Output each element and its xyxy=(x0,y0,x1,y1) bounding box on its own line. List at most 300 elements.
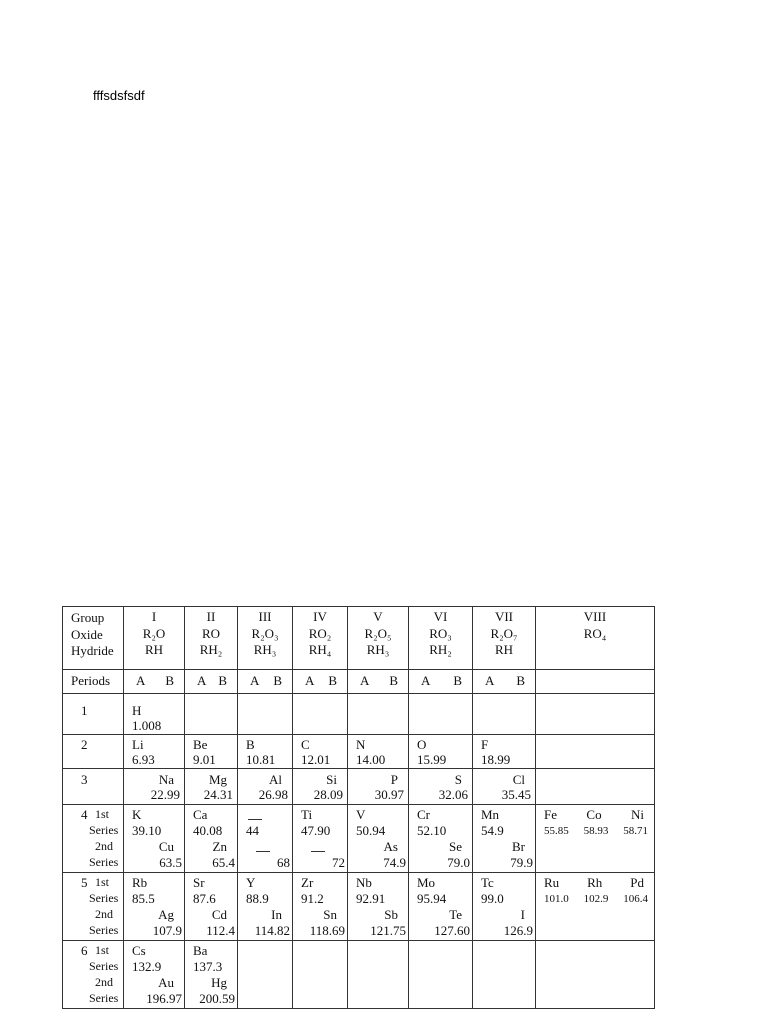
group-header-content xyxy=(185,609,237,658)
element-Be xyxy=(185,735,237,767)
subgroup-ab xyxy=(348,670,408,688)
element-series-cell xyxy=(293,873,348,941)
element-symbol: K xyxy=(132,807,142,822)
subgroup-b: B xyxy=(165,673,174,688)
row-period-3 xyxy=(63,769,655,805)
header-labels-cell xyxy=(63,607,124,670)
element-symbol: Te xyxy=(449,907,462,922)
element-series-cell xyxy=(238,873,293,941)
row-period-6 xyxy=(63,941,655,1009)
element-series-cell xyxy=(185,873,238,941)
series-label: Series xyxy=(89,923,119,937)
element-symbol: Nb xyxy=(356,875,372,890)
group-header-content xyxy=(473,609,535,658)
subgroup-ab xyxy=(124,670,184,688)
atomic-weight: 44 xyxy=(246,823,259,838)
element-symbol: Ti xyxy=(301,807,313,822)
atomic-weight: 79.0 xyxy=(447,855,470,870)
element-symbol: Fe xyxy=(544,807,557,822)
atomic-weight: 30.97 xyxy=(374,787,404,802)
element-F xyxy=(473,735,535,767)
group-viii-cell xyxy=(536,805,655,873)
subgroup-cell-5 xyxy=(348,670,409,694)
element-symbol: Mo xyxy=(417,875,436,890)
group-header-content xyxy=(409,609,472,658)
group-label: Group xyxy=(71,610,105,625)
group-oxide: R₂O₃ xyxy=(251,626,279,641)
group-name: VII xyxy=(494,609,514,624)
group-viii-cell xyxy=(536,873,655,941)
atomic-weight: 74.9 xyxy=(383,855,406,870)
subgroup-cell-8 xyxy=(536,670,655,694)
element-symbol: O xyxy=(417,737,427,752)
atomic-weight: 63.5 xyxy=(159,855,182,870)
atomic-weight: 65.4 xyxy=(212,855,235,870)
element-series-cell xyxy=(124,941,185,1009)
atomic-weight: 15.99 xyxy=(417,752,447,767)
period-series-label-cell xyxy=(63,805,124,873)
element-symbol: Cu xyxy=(158,839,174,854)
group-oxide: R₂O₇ xyxy=(490,626,518,641)
period-series-label-cell xyxy=(63,941,124,1009)
blank-symbol-line xyxy=(311,851,325,852)
group-name: IV xyxy=(313,609,327,624)
series-label: Series xyxy=(89,891,119,905)
subgroup-b: B xyxy=(273,673,282,688)
element-cell-P xyxy=(348,769,409,805)
atomic-weight: 28.09 xyxy=(313,787,343,802)
note-text: fffsdsfsdf xyxy=(93,88,145,103)
element-pair xyxy=(473,805,535,872)
period-number: 3 xyxy=(81,772,88,787)
element-series-cell xyxy=(293,805,348,873)
row-periods xyxy=(63,670,655,694)
group-hydride: RH₂ xyxy=(429,642,452,657)
group-viii-elements xyxy=(536,805,654,839)
atomic-weight: 196.97 xyxy=(146,991,182,1006)
oxide-label: Oxide xyxy=(71,627,103,642)
element-series-cell xyxy=(238,805,293,873)
element-N xyxy=(348,735,408,767)
series-label: Series xyxy=(89,823,119,837)
atomic-weight: 10.81 xyxy=(246,752,276,767)
element-Cl xyxy=(473,769,535,802)
element-symbol: S xyxy=(454,772,462,787)
element-symbol: Se xyxy=(449,839,462,854)
atomic-weight: 132.9 xyxy=(132,959,162,974)
subgroup-a: A xyxy=(305,673,315,688)
group-hydride xyxy=(536,642,654,658)
element-symbol: As xyxy=(383,839,398,854)
element-symbol: V xyxy=(356,807,366,822)
subgroup-ab xyxy=(293,670,347,688)
element-symbol: Tc xyxy=(481,875,494,890)
subgroup-a: A xyxy=(360,673,370,688)
group-name: V xyxy=(373,609,383,624)
group-oxide: RO₃ xyxy=(429,626,452,641)
viii-symbols xyxy=(536,875,654,890)
element-series-cell xyxy=(409,941,473,1009)
element-pair xyxy=(409,873,472,940)
subgroup-b: B xyxy=(218,673,227,688)
series-first: 1st xyxy=(95,943,110,957)
element-series-cell xyxy=(185,805,238,873)
group-viii-elements xyxy=(536,873,654,907)
atomic-weight: 47.90 xyxy=(301,823,331,838)
element-pair xyxy=(238,805,292,872)
element-symbol: Co xyxy=(586,807,602,822)
series-second: 2nd xyxy=(95,907,113,921)
empty-cell xyxy=(536,769,655,805)
atomic-weight: 22.99 xyxy=(150,787,180,802)
element-Si xyxy=(293,769,347,802)
element-series-cell xyxy=(293,941,348,1009)
element-cell-Be xyxy=(185,735,238,769)
element-symbol: Y xyxy=(246,875,256,890)
atomic-weight: 14.00 xyxy=(356,752,386,767)
group-header-7 xyxy=(473,607,536,670)
atomic-weight: 112.4 xyxy=(206,923,235,938)
group-oxide: R₂O xyxy=(142,626,166,641)
blank-symbol-line xyxy=(256,851,270,852)
atomic-weight: 18.99 xyxy=(481,752,511,767)
atomic-weight: 88.9 xyxy=(246,891,269,906)
group-name: VIII xyxy=(583,609,607,624)
element-symbol: Zr xyxy=(301,875,314,890)
subgroup-a: A xyxy=(197,673,207,688)
element-symbol: Ba xyxy=(193,943,208,958)
element-symbol: Br xyxy=(512,839,525,854)
group-oxide: RO₄ xyxy=(583,626,607,641)
element-symbol: Li xyxy=(132,737,144,752)
empty-cell xyxy=(536,735,655,769)
element-pair xyxy=(124,873,184,940)
element-symbol: Sr xyxy=(193,875,205,890)
series-second: 2nd xyxy=(95,839,113,853)
subgroup-a: A xyxy=(136,673,146,688)
subgroup-cell-4 xyxy=(293,670,348,694)
element-cell-S xyxy=(409,769,473,805)
group-header-6 xyxy=(409,607,473,670)
empty-cell xyxy=(536,694,655,735)
subgroup-b: B xyxy=(389,673,398,688)
element-pair xyxy=(473,873,535,940)
period-label-cell xyxy=(63,694,124,735)
group-hydride: RH₃ xyxy=(366,642,390,657)
element-symbol: Au xyxy=(158,975,174,990)
series-second: 2nd xyxy=(95,975,113,989)
group-header-content xyxy=(348,609,408,658)
group-oxide: R₂O₅ xyxy=(364,626,392,641)
row-period-4 xyxy=(63,805,655,873)
subgroup-cell-7 xyxy=(473,670,536,694)
periods-label: Periods xyxy=(71,673,110,688)
atomic-weight: 85.5 xyxy=(132,891,155,906)
group-name: I xyxy=(151,609,157,624)
group-name: II xyxy=(206,609,216,624)
group-header-4 xyxy=(293,607,348,670)
subgroup-ab xyxy=(238,670,292,688)
element-pair xyxy=(124,941,184,1008)
element-pair xyxy=(238,873,292,940)
atomic-weight: 127.60 xyxy=(434,923,470,938)
element-series-cell xyxy=(238,941,293,1009)
atomic-weight: 102.9 xyxy=(583,893,609,905)
subgroup-ab xyxy=(409,670,472,688)
row-period-1 xyxy=(63,694,655,735)
viii-symbols xyxy=(536,807,654,822)
atomic-weight: 91.2 xyxy=(301,891,324,906)
element-symbol: Mn xyxy=(481,807,500,822)
period-number: 4 xyxy=(81,807,88,822)
element-pair xyxy=(185,805,237,872)
atomic-weight: 68 xyxy=(277,855,290,870)
group-header-content xyxy=(238,609,292,658)
hydride-label: Hydride xyxy=(71,643,114,658)
atomic-weight: 55.85 xyxy=(544,825,569,837)
element-symbol: B xyxy=(246,737,255,752)
group-header-content xyxy=(293,609,347,658)
element-cell-O xyxy=(409,735,473,769)
empty-cell xyxy=(293,694,348,735)
element-symbol: Mg xyxy=(208,772,227,787)
period-series-label-cell xyxy=(63,873,124,941)
element-pair xyxy=(348,873,408,940)
group-header-content xyxy=(536,609,654,658)
group-header-content xyxy=(124,609,184,658)
element-cell-B xyxy=(238,735,293,769)
group-hydride: RH₄ xyxy=(308,642,332,657)
atomic-weight: 26.98 xyxy=(258,787,288,802)
empty-cell xyxy=(473,694,536,735)
atomic-weight: 121.75 xyxy=(370,923,406,938)
element-symbol: Sb xyxy=(384,907,398,922)
element-symbol: Ca xyxy=(193,807,208,822)
element-series-cell xyxy=(473,873,536,941)
element-cell-Al xyxy=(238,769,293,805)
group-oxide: RO xyxy=(201,626,221,641)
atomic-weight: 95.94 xyxy=(417,891,447,906)
subgroup-b: B xyxy=(516,673,525,688)
element-series-cell xyxy=(124,873,185,941)
element-C xyxy=(293,735,347,767)
group-header-1 xyxy=(124,607,185,670)
element-series-cell xyxy=(348,805,409,873)
period-label-cell xyxy=(63,769,124,805)
atomic-weight: 35.45 xyxy=(501,787,531,802)
element-symbol: Cs xyxy=(132,943,146,958)
empty-cell xyxy=(409,694,473,735)
element-cell-F xyxy=(473,735,536,769)
group-oxide: RO₂ xyxy=(308,626,332,641)
element-series-cell xyxy=(348,941,409,1009)
element-S xyxy=(409,769,472,802)
period-series-labels xyxy=(63,873,123,940)
element-cell-Mg xyxy=(185,769,238,805)
subgroup-cell-6 xyxy=(409,670,473,694)
subgroup-a: A xyxy=(250,673,260,688)
group-hydride: RH₂ xyxy=(199,642,223,657)
element-pair xyxy=(293,805,347,872)
element-B xyxy=(238,735,292,767)
element-series-cell xyxy=(348,873,409,941)
element-H xyxy=(124,694,184,733)
element-series-cell xyxy=(473,805,536,873)
element-series-cell xyxy=(409,873,473,941)
element-Li xyxy=(124,735,184,767)
atomic-weight: 72 xyxy=(332,855,345,870)
subgroup-ab xyxy=(185,670,237,688)
element-symbol: Sn xyxy=(323,907,337,922)
row-period-2 xyxy=(63,735,655,769)
viii-weights xyxy=(536,892,654,907)
element-pair xyxy=(185,873,237,940)
group-viii-cell xyxy=(536,941,655,1009)
group-header-2 xyxy=(185,607,238,670)
element-cell-Na xyxy=(124,769,185,805)
element-symbol: In xyxy=(271,907,282,922)
subgroup-a: A xyxy=(421,673,431,688)
element-symbol: Cl xyxy=(512,772,525,787)
element-symbol: Rb xyxy=(132,875,148,890)
atomic-weight: 40.08 xyxy=(193,823,223,838)
atomic-weight: 32.06 xyxy=(438,787,468,802)
element-pair xyxy=(124,805,184,872)
subgroup-b: B xyxy=(328,673,337,688)
element-series-cell xyxy=(409,805,473,873)
element-pair xyxy=(185,941,237,1008)
atomic-weight: 101.0 xyxy=(544,893,569,905)
atomic-weight: 118.69 xyxy=(309,923,345,938)
atomic-weight: 200.59 xyxy=(199,991,235,1006)
series-first: 1st xyxy=(95,875,110,889)
element-symbol: Be xyxy=(193,737,208,752)
element-series-cell xyxy=(473,941,536,1009)
element-symbol: Rh xyxy=(587,875,603,890)
element-symbol: I xyxy=(520,907,525,922)
viii-weights xyxy=(536,824,654,839)
atomic-weight: 39.10 xyxy=(132,823,162,838)
element-symbol: H xyxy=(132,703,142,718)
atomic-weight: 114.82 xyxy=(254,923,290,938)
group-header-5 xyxy=(348,607,409,670)
atomic-weight: 87.6 xyxy=(193,891,216,906)
atomic-weight: 9.01 xyxy=(193,752,216,767)
element-series-cell xyxy=(185,941,238,1009)
element-symbol: F xyxy=(481,737,489,752)
element-symbol: Ru xyxy=(544,875,560,890)
element-symbol: C xyxy=(301,737,310,752)
element-symbol: Cr xyxy=(417,807,430,822)
series-label: Series xyxy=(89,855,119,869)
group-name: III xyxy=(258,609,272,624)
element-cell-N xyxy=(348,735,409,769)
series-first: 1st xyxy=(95,807,110,821)
row-period-5 xyxy=(63,873,655,941)
period-number: 1 xyxy=(81,703,88,718)
group-hydride: RH xyxy=(494,642,514,657)
empty-cell xyxy=(238,694,293,735)
element-symbol: Na xyxy=(158,772,174,787)
element-symbol: Ag xyxy=(158,907,174,922)
element-pair xyxy=(409,805,472,872)
element-cell-Li xyxy=(124,735,185,769)
group-header-3 xyxy=(238,607,293,670)
element-O xyxy=(409,735,472,767)
element-symbol: Ni xyxy=(630,807,644,822)
periodic-table xyxy=(62,606,655,1009)
element-symbol: Si xyxy=(326,772,337,787)
atomic-weight: 126.9 xyxy=(503,923,533,938)
subgroup-b: B xyxy=(453,673,462,688)
element-symbol: P xyxy=(390,772,398,787)
subgroup-cell-3 xyxy=(238,670,293,694)
element-symbol: Zn xyxy=(212,839,227,854)
period-label-cell xyxy=(63,735,124,769)
empty-cell xyxy=(185,694,238,735)
atomic-weight: 58.93 xyxy=(583,825,609,837)
atomic-weight: 24.31 xyxy=(203,787,233,802)
atomic-weight: 1.008 xyxy=(132,718,162,733)
atomic-weight: 99.0 xyxy=(481,891,504,906)
element-Na xyxy=(124,769,184,802)
atomic-weight: 12.01 xyxy=(301,752,331,767)
period-series-labels xyxy=(63,941,123,1008)
atomic-weight: 79.9 xyxy=(510,855,533,870)
subgroup-a: A xyxy=(485,673,495,688)
series-label: Series xyxy=(89,991,119,1005)
element-symbol: Cd xyxy=(211,907,227,922)
element-series-cell xyxy=(124,805,185,873)
element-cell-Si xyxy=(293,769,348,805)
element-cell-H xyxy=(124,694,185,735)
atomic-weight: 58.71 xyxy=(623,825,648,837)
period-number: 2 xyxy=(81,737,88,752)
element-symbol: Hg xyxy=(211,975,227,990)
period-number: 5 xyxy=(81,875,88,890)
element-symbol: Al xyxy=(269,772,282,787)
element-cell-C xyxy=(293,735,348,769)
period-number: 6 xyxy=(81,943,88,958)
element-P xyxy=(348,769,408,802)
atomic-weight: 6.93 xyxy=(132,752,155,767)
group-hydride: RH₃ xyxy=(253,642,277,657)
blank-symbol-line xyxy=(248,819,262,820)
atomic-weight: 50.94 xyxy=(356,823,386,838)
atomic-weight: 92.91 xyxy=(356,891,386,906)
atomic-weight: 54.9 xyxy=(481,823,504,838)
element-Mg xyxy=(185,769,237,802)
group-name: VI xyxy=(433,609,448,624)
element-symbol: N xyxy=(356,737,366,752)
periods-label-cell xyxy=(63,670,124,694)
element-symbol: Pd xyxy=(630,875,644,890)
empty-cell xyxy=(348,694,409,735)
atomic-weight: 107.9 xyxy=(152,923,182,938)
element-pair xyxy=(293,873,347,940)
element-pair xyxy=(348,805,408,872)
period-series-labels xyxy=(63,805,123,872)
atomic-weight: 137.3 xyxy=(193,959,223,974)
header-labels xyxy=(63,607,123,659)
subgroup-cell-1 xyxy=(124,670,185,694)
subgroup-ab xyxy=(473,670,535,688)
subgroup-cell-2 xyxy=(185,670,238,694)
element-Al xyxy=(238,769,292,802)
group-header-8 xyxy=(536,607,655,670)
atomic-weight: 106.4 xyxy=(623,893,648,905)
atomic-weight: 52.10 xyxy=(417,823,447,838)
